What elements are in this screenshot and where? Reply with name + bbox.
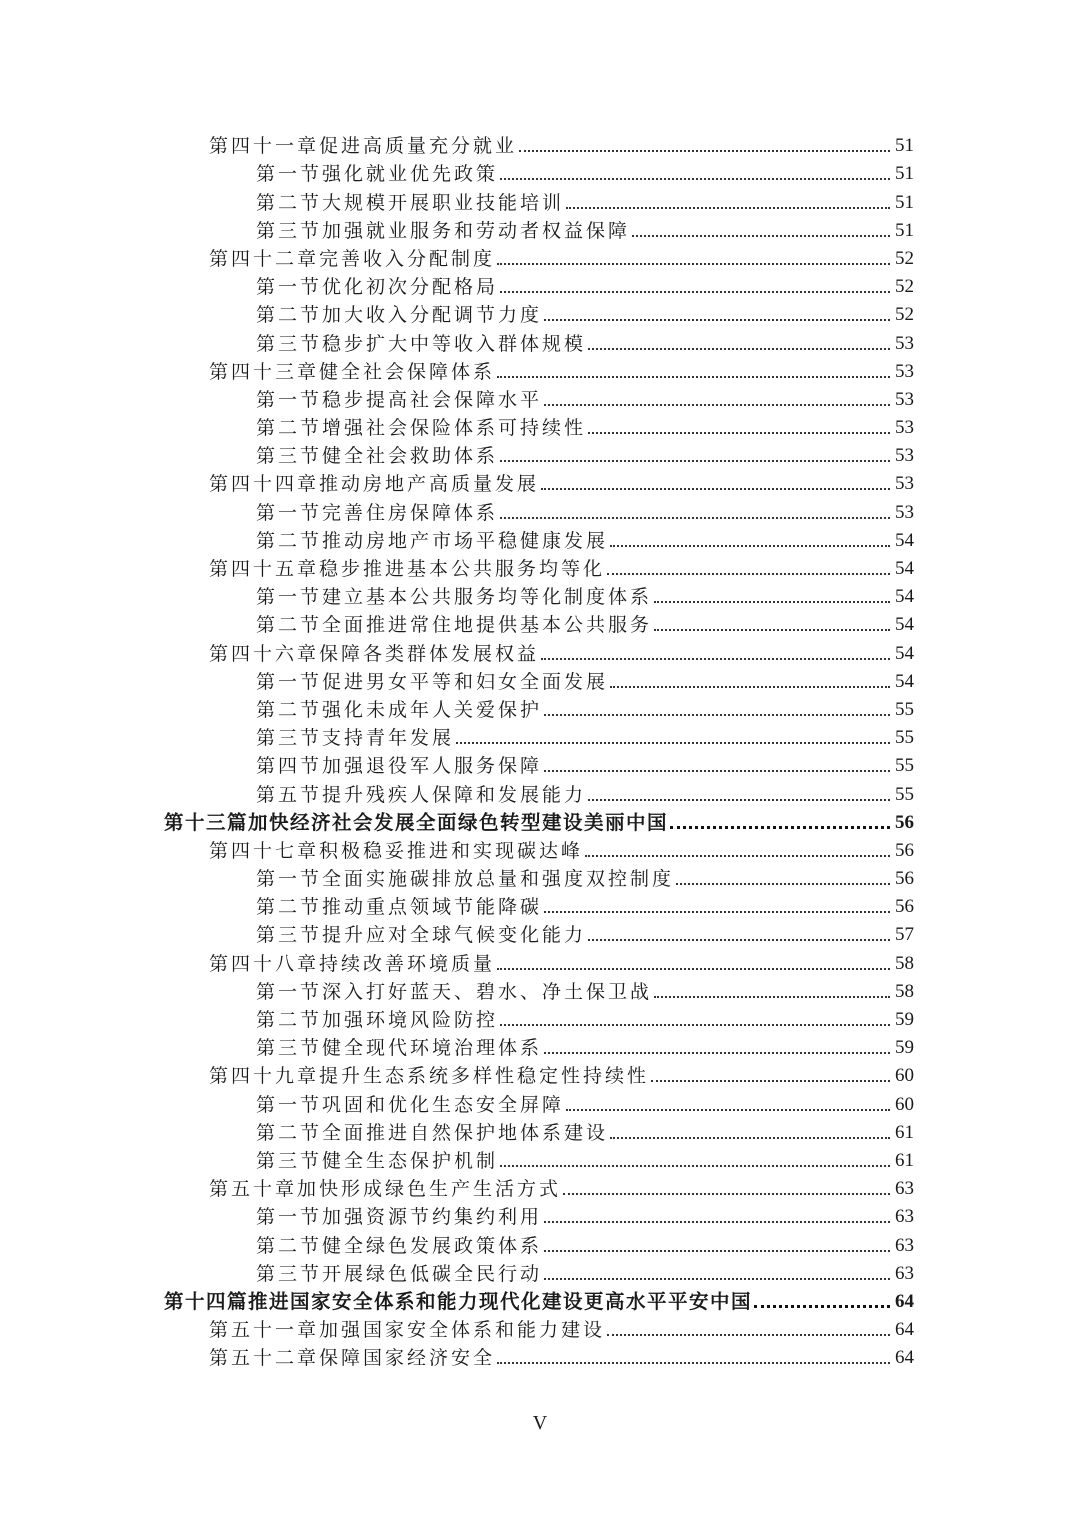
toc-chapter-entry[interactable] [0, 243, 1080, 271]
toc-entry-page: 56 [895, 896, 914, 918]
toc-entry-page: 58 [895, 952, 914, 974]
toc-section-entry[interactable] [0, 215, 1080, 243]
toc-section-entry[interactable] [0, 271, 1080, 299]
toc-entry-title: 第四十一章促进高质量充分就业 [209, 135, 518, 158]
dot-leader [500, 517, 890, 519]
toc-entry-title: 第五十章加快形成绿色生产生活方式 [209, 1178, 562, 1201]
toc-section-entry[interactable] [0, 412, 1080, 440]
toc-entry-page: 54 [895, 614, 914, 636]
toc-section-entry[interactable] [0, 384, 1080, 412]
dot-leader [632, 235, 890, 237]
table-of-contents [0, 130, 1080, 1370]
toc-entry-title: 第十四篇推进国家安全体系和能力现代化建设更高水平平安中国 [164, 1289, 753, 1313]
toc-entry-page: 51 [895, 135, 914, 157]
dot-leader [607, 1334, 890, 1336]
toc-chapter-entry[interactable] [0, 553, 1080, 581]
dot-leader [610, 686, 890, 688]
toc-entry-page: 52 [895, 247, 914, 269]
dot-leader [544, 1278, 890, 1280]
toc-entry-page: 51 [895, 219, 914, 241]
toc-entry-title: 第一节完善住房保障体系 [256, 501, 499, 524]
dot-leader [541, 488, 890, 490]
toc-entry-title: 第一节促进男女平等和妇女全面发展 [256, 670, 609, 693]
toc-entry-page: 53 [895, 388, 914, 410]
toc-entry-title: 第三节支持青年发展 [256, 727, 455, 750]
dot-leader [497, 376, 890, 378]
toc-section-entry[interactable] [0, 440, 1080, 468]
dot-leader [544, 911, 890, 913]
toc-entry-title: 第一节加强资源节约集约利用 [256, 1206, 543, 1229]
toc-entry-page: 54 [895, 529, 914, 551]
dot-leader [500, 1024, 890, 1026]
toc-section-entry[interactable] [0, 609, 1080, 637]
toc-entry-page: 55 [895, 698, 914, 720]
toc-section-entry[interactable] [0, 525, 1080, 553]
toc-entry-page: 54 [895, 586, 914, 608]
toc-chapter-entry[interactable] [0, 1173, 1080, 1201]
toc-entry-title: 第三节健全社会救助体系 [256, 445, 499, 468]
toc-entry-page: 53 [895, 501, 914, 523]
dot-leader [500, 460, 890, 462]
toc-chapter-entry[interactable] [0, 130, 1080, 158]
toc-entry-page: 61 [895, 1149, 914, 1171]
toc-entry-page: 55 [895, 755, 914, 777]
toc-entry-title: 第三节开展绿色低碳全民行动 [256, 1262, 543, 1285]
toc-entry-page: 56 [895, 811, 914, 833]
toc-chapter-entry[interactable] [0, 468, 1080, 496]
toc-entry-page: 59 [895, 1009, 914, 1030]
toc-entry-page: 51 [895, 163, 914, 185]
toc-entry-title: 第一节深入打好蓝天、碧水、净土保卫战 [256, 980, 653, 1003]
dot-leader [676, 883, 890, 885]
toc-entry-page: 54 [895, 558, 914, 579]
dot-leader [588, 799, 890, 801]
toc-section-entry[interactable] [0, 299, 1080, 327]
toc-section-entry[interactable] [0, 1229, 1080, 1257]
dot-leader [544, 1052, 890, 1054]
toc-entry-page: 60 [895, 1065, 914, 1087]
dot-leader [544, 770, 890, 772]
toc-entry-page: 54 [895, 670, 914, 692]
dot-leader [754, 1305, 890, 1308]
toc-entry-title: 第四十七章积极稳妥推进和实现碳达峰 [209, 839, 584, 862]
toc-entry-title: 第五节提升残疾人保障和发展能力 [256, 783, 587, 806]
toc-entry-page: 63 [895, 1262, 914, 1284]
toc-section-entry[interactable] [0, 694, 1080, 722]
toc-entry-page: 51 [895, 191, 914, 213]
toc-entry-title: 第二节加大收入分配调节力度 [256, 304, 543, 327]
dot-leader [588, 432, 890, 434]
toc-entry-title: 第四十八章持续改善环境质量 [209, 952, 496, 975]
dot-leader [519, 150, 890, 152]
dot-leader [651, 1080, 890, 1082]
toc-chapter-entry[interactable] [0, 356, 1080, 384]
toc-entry-page: 64 [895, 1290, 914, 1312]
toc-chapter-entry[interactable] [0, 1342, 1080, 1370]
dot-leader [588, 348, 890, 350]
toc-entry-title: 第二节推动房地产市场平稳健康发展 [256, 529, 609, 552]
toc-entry-page: 55 [895, 783, 914, 805]
toc-entry-title: 第一节全面实施碳排放总量和强度双控制度 [256, 868, 675, 891]
dot-leader [541, 658, 890, 660]
toc-entry-page: 53 [895, 445, 914, 467]
toc-entry-title: 第三节提升应对全球气候变化能力 [256, 924, 587, 947]
toc-entry-title: 第三节健全现代环境治理体系 [256, 1037, 543, 1060]
dot-leader [500, 291, 890, 293]
toc-chapter-entry[interactable] [0, 1060, 1080, 1088]
dot-leader [500, 1165, 890, 1167]
toc-entry-title: 第三节健全生态保护机制 [256, 1149, 499, 1172]
toc-section-entry[interactable] [0, 976, 1080, 1004]
toc-section-entry[interactable] [0, 496, 1080, 524]
dot-leader [588, 939, 890, 941]
toc-entry-page: 56 [895, 839, 914, 861]
toc-entry-page: 59 [895, 1037, 914, 1059]
toc-chapter-entry[interactable] [0, 835, 1080, 863]
dot-leader [497, 263, 890, 265]
toc-entry-page: 64 [895, 1347, 914, 1369]
toc-entry-page: 63 [895, 1234, 914, 1256]
toc-section-entry[interactable] [0, 1032, 1080, 1060]
toc-section-entry[interactable] [0, 158, 1080, 186]
toc-chapter-entry[interactable] [0, 947, 1080, 975]
dot-leader [585, 855, 890, 857]
toc-entry-page: 60 [895, 1093, 914, 1115]
dot-leader [497, 1362, 890, 1364]
dot-leader [566, 1109, 890, 1111]
toc-section-entry[interactable] [0, 778, 1080, 806]
dot-leader [497, 968, 890, 970]
dot-leader [607, 573, 890, 575]
toc-entry-title: 第二节加强环境风险防控 [256, 1009, 499, 1031]
toc-entry-title: 第五十二章保障国家经济安全 [209, 1347, 496, 1370]
toc-section-entry[interactable] [0, 327, 1080, 355]
toc-entry-title: 第三节稳步扩大中等收入群体规模 [256, 332, 587, 355]
dot-leader [566, 207, 890, 209]
toc-chapter-entry[interactable] [0, 637, 1080, 665]
toc-entry-title: 第一节稳步提高社会保障水平 [256, 388, 543, 411]
toc-entry-page: 64 [895, 1319, 914, 1341]
toc-entry-title: 第二节推动重点领域节能降碳 [256, 896, 543, 919]
toc-section-entry[interactable] [0, 186, 1080, 214]
toc-entry-page: 63 [895, 1178, 914, 1200]
dot-leader [544, 404, 890, 406]
toc-section-entry[interactable] [0, 750, 1080, 778]
toc-entry-page: 56 [895, 868, 914, 890]
toc-entry-page: 52 [895, 276, 914, 298]
toc-section-entry[interactable] [0, 1088, 1080, 1116]
toc-entry-title: 第三节加强就业服务和劳动者权益保障 [256, 219, 631, 242]
toc-entry-title: 第二节全面推进自然保护地体系建设 [256, 1121, 609, 1144]
dot-leader [670, 826, 890, 829]
toc-entry-page: 57 [895, 924, 914, 946]
toc-entry-title: 第四十四章推动房地产高质量发展 [209, 473, 540, 496]
toc-entry-page: 61 [895, 1121, 914, 1143]
toc-entry-page: 53 [895, 473, 914, 495]
toc-entry-page: 54 [895, 642, 914, 664]
toc-entry-title: 第十三篇加快经济社会发展全面绿色转型建设美丽中国 [164, 810, 669, 834]
toc-entry-page: 52 [895, 304, 914, 326]
toc-entry-title: 第二节强化未成年人关爱保护 [256, 698, 543, 721]
toc-entry-title: 第四十二章完善收入分配制度 [209, 247, 496, 270]
toc-section-entry[interactable] [0, 919, 1080, 947]
toc-entry-title: 第二节健全绿色发展政策体系 [256, 1234, 543, 1257]
toc-entry-title: 第四十六章保障各类群体发展权益 [209, 642, 540, 665]
dot-leader [544, 1221, 890, 1223]
dot-leader [610, 545, 890, 547]
dot-leader [654, 996, 890, 998]
toc-entry-page: 55 [895, 727, 914, 749]
toc-entry-title: 第一节强化就业优先政策 [256, 163, 499, 186]
toc-entry-title: 第四十五章稳步推进基本公共服务均等化 [209, 558, 606, 580]
page-number: V [532, 1412, 548, 1434]
dot-leader [610, 1137, 890, 1139]
dot-leader [456, 742, 890, 744]
toc-entry-title: 第一节巩固和优化生态安全屏障 [256, 1093, 565, 1116]
toc-section-entry[interactable] [0, 666, 1080, 694]
toc-section-entry[interactable] [0, 1258, 1080, 1286]
toc-entry-page: 63 [895, 1206, 914, 1228]
toc-part-entry[interactable] [0, 1286, 1080, 1314]
toc-entry-page: 53 [895, 417, 914, 439]
toc-entry-page: 58 [895, 980, 914, 1002]
toc-section-entry[interactable] [0, 722, 1080, 750]
toc-entry-title: 第一节优化初次分配格局 [256, 276, 499, 299]
dot-leader [563, 1193, 890, 1195]
toc-section-entry[interactable] [0, 581, 1080, 609]
toc-section-entry[interactable] [0, 1004, 1080, 1032]
dot-leader [544, 1250, 890, 1252]
toc-part-entry[interactable] [0, 807, 1080, 835]
dot-leader [500, 178, 890, 180]
toc-section-entry[interactable] [0, 863, 1080, 891]
toc-entry-page: 53 [895, 360, 914, 382]
toc-section-entry[interactable] [0, 1117, 1080, 1145]
toc-entry-title: 第四节加强退役军人服务保障 [256, 755, 543, 778]
toc-entry-title: 第二节大规模开展职业技能培训 [256, 191, 565, 214]
dot-leader [544, 319, 890, 321]
toc-entry-title: 第四十三章健全社会保障体系 [209, 360, 496, 383]
dot-leader [654, 601, 890, 603]
toc-entry-title: 第二节全面推进常住地提供基本公共服务 [256, 614, 653, 637]
toc-entry-title: 第五十一章加强国家安全体系和能力建设 [209, 1319, 606, 1342]
toc-section-entry[interactable] [0, 1201, 1080, 1229]
dot-leader [544, 714, 890, 716]
toc-chapter-entry[interactable] [0, 1314, 1080, 1342]
toc-section-entry[interactable] [0, 1145, 1080, 1173]
toc-entry-title: 第二节增强社会保险体系可持续性 [256, 417, 587, 440]
toc-section-entry[interactable] [0, 891, 1080, 919]
toc-entry-title: 第四十九章提升生态系统多样性稳定性持续性 [209, 1065, 650, 1088]
dot-leader [654, 629, 890, 631]
toc-entry-page: 53 [895, 332, 914, 354]
toc-entry-title: 第一节建立基本公共服务均等化制度体系 [256, 586, 653, 609]
